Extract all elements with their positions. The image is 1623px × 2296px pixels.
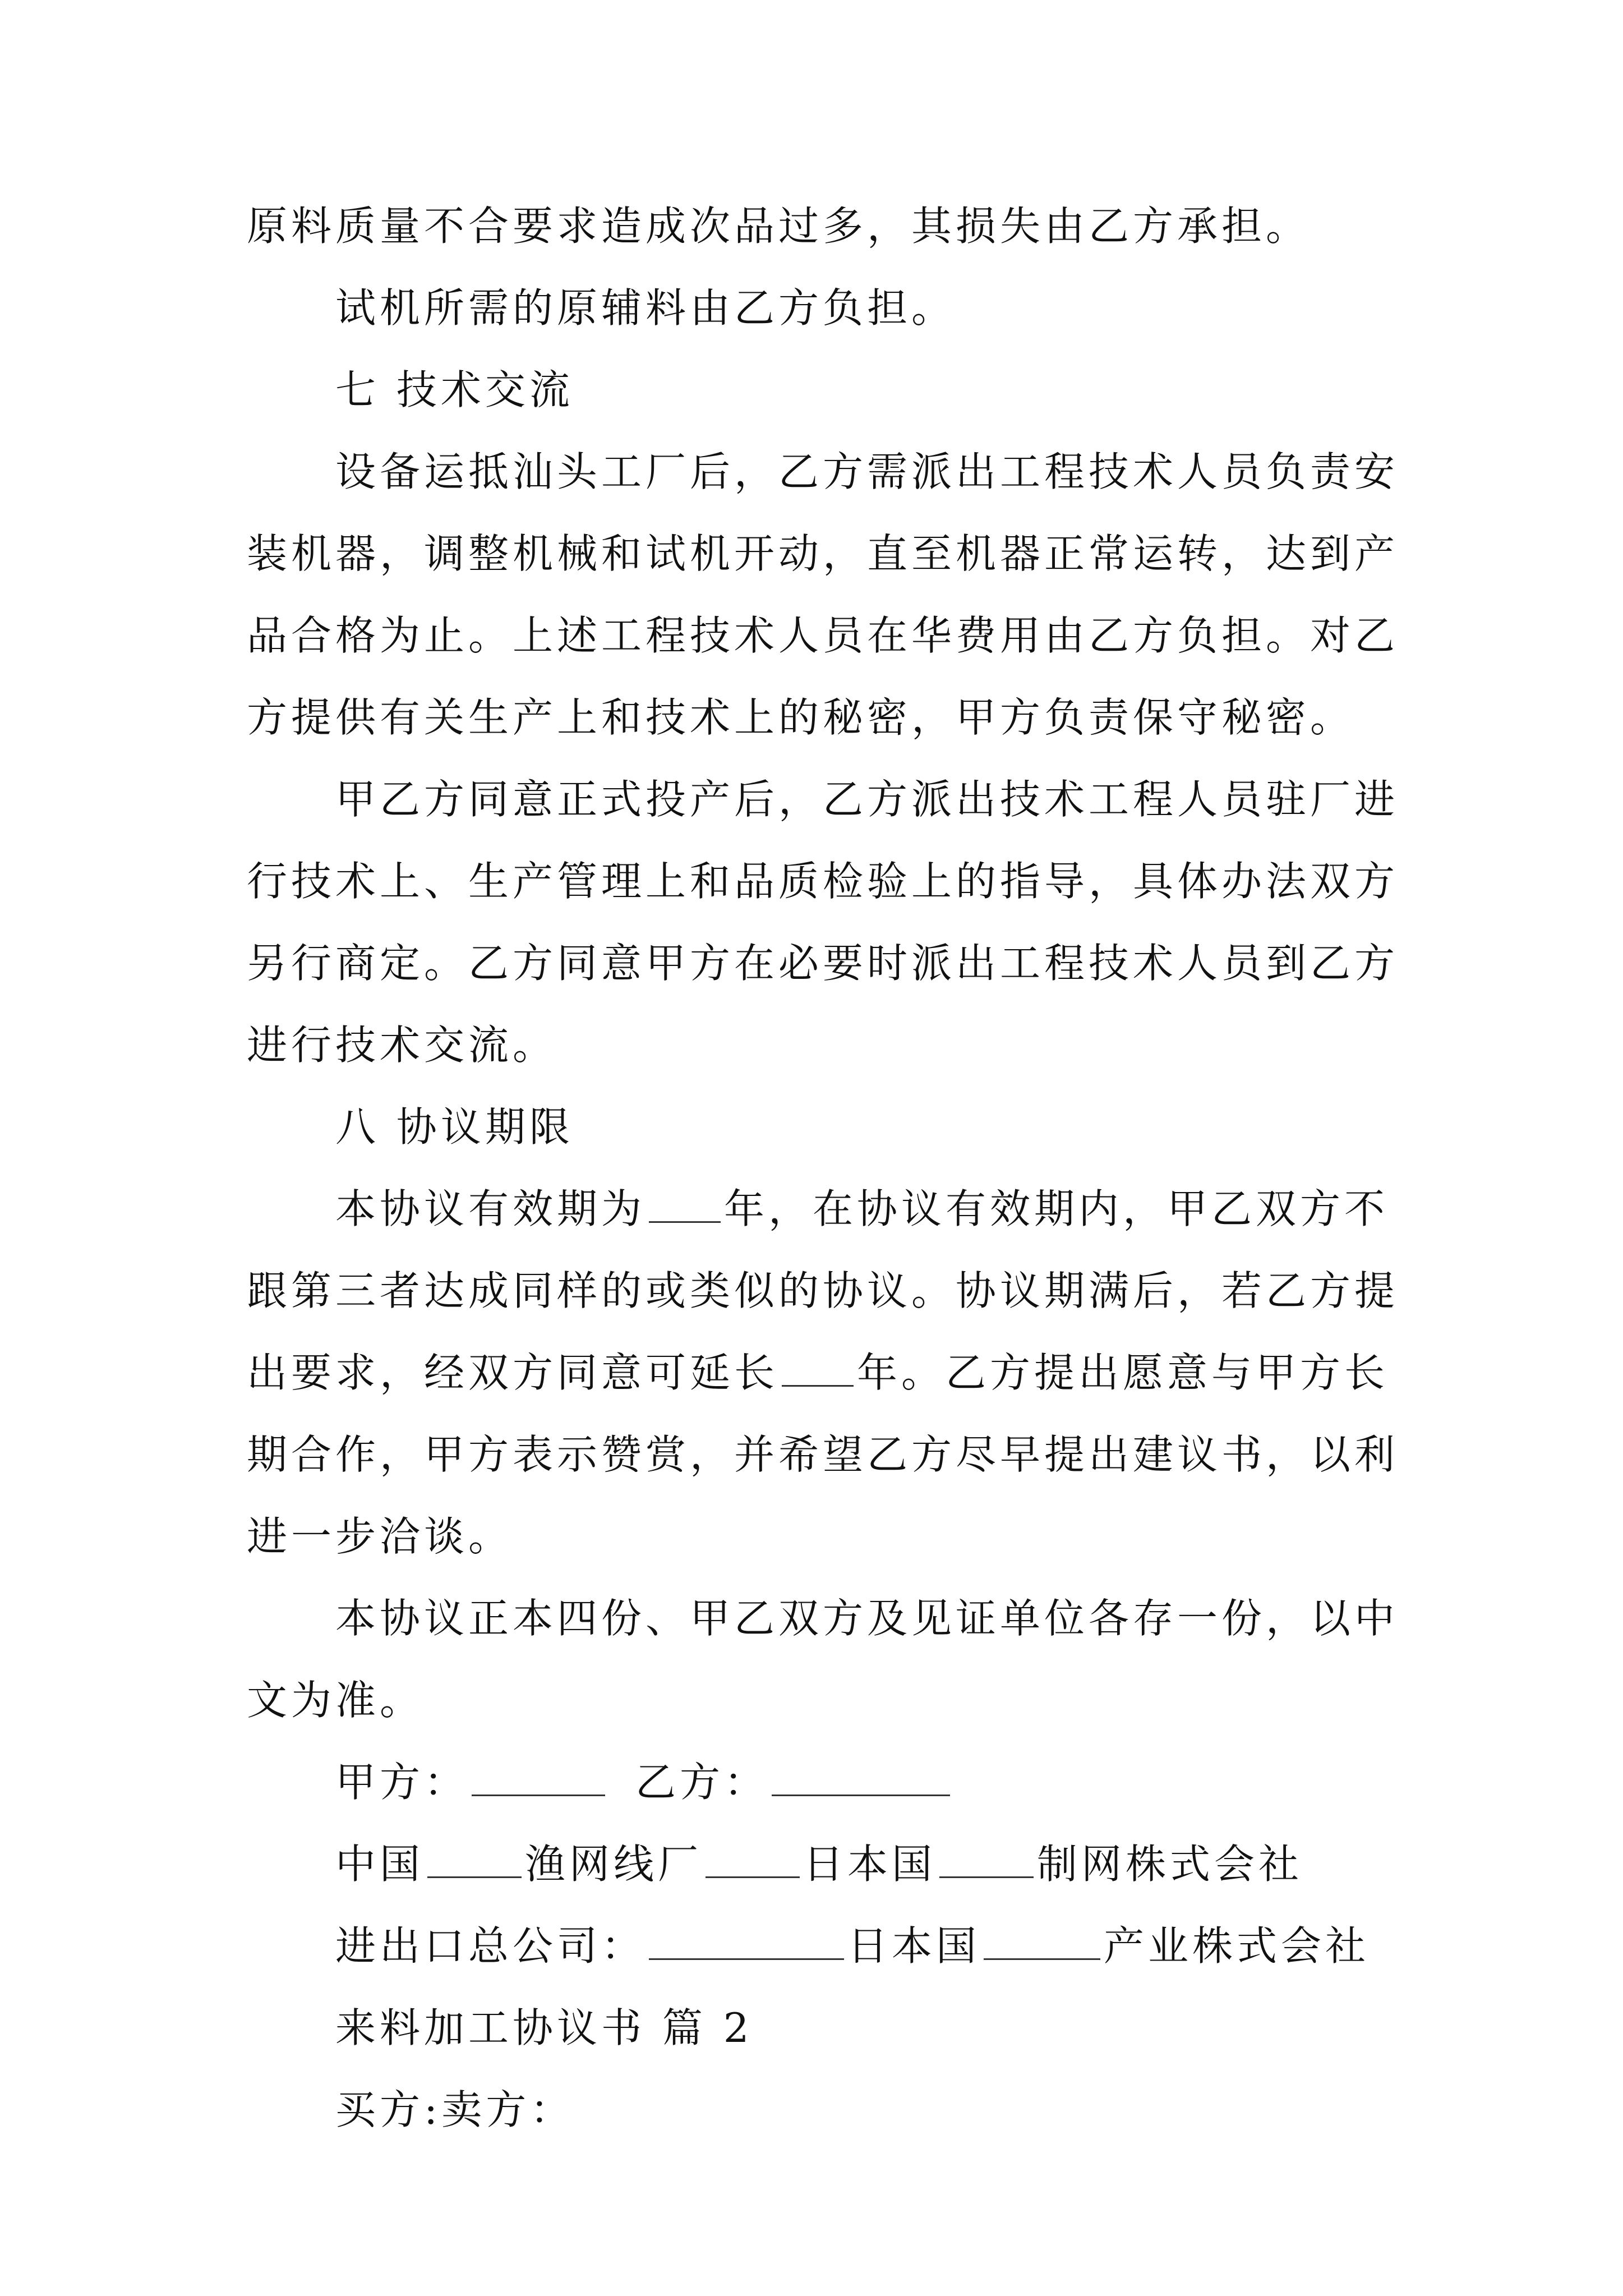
signature-line: [247, 1741, 1380, 1823]
text-segment: 进出口总公司：: [335, 1922, 646, 1970]
text-line: 进行技术交流。: [247, 1022, 557, 1069]
fill-in-blank: [706, 1842, 800, 1878]
text-segment: 日本国: [803, 1841, 937, 1888]
fill-in-blank: [649, 1924, 844, 1960]
text-line: 文为准。: [247, 1677, 425, 1724]
fill-in-blank: [984, 1924, 1100, 1960]
text-line: 设备运抵汕头工厂后，乙方需派出工程技术人员负责安: [335, 448, 1399, 495]
text-line: 甲乙方同意正式投产后，乙方派出技术工程人员驻厂进: [335, 776, 1399, 823]
text-segment: 年，在协议有效期内，甲乙双方不: [724, 1185, 1389, 1232]
fill-in-blank: [472, 1760, 605, 1796]
text-segment: 产业株式会社: [1104, 1922, 1370, 1970]
text-line: 期合作，甲方表示赞赏，并希望乙方尽早提出建议书，以利: [247, 1431, 1399, 1478]
section-heading: 八 协议期限: [335, 1103, 574, 1151]
text-segment: 渔网线厂: [525, 1841, 703, 1888]
text-line: 装机器，调整机械和试机开动，直至机器正常运转，达到产: [247, 530, 1399, 577]
text-line: 进一步洽谈。: [247, 1513, 513, 1560]
text-line: 买方:卖方：: [335, 2086, 575, 2133]
text-segment: 日本国: [847, 1922, 981, 1970]
text-line: 原料质量不合要求造成次品过多，其损失由乙方承担。: [247, 203, 1311, 250]
fill-in-blank: [939, 1842, 1034, 1878]
text-segment: 出要求，经双方同意可延长: [247, 1349, 779, 1396]
party-b-label: 乙方：: [635, 1759, 769, 1806]
fill-in-blank: [772, 1760, 950, 1796]
text-line: 跟第三者达成同样的或类似的协议。协议期满后，若乙方提: [247, 1267, 1399, 1314]
text-line: 方提供有关生产上和技术上的秘密，甲方负责保守秘密。: [247, 694, 1355, 741]
text-line: [247, 1168, 1389, 1250]
fill-in-blank: [427, 1842, 522, 1878]
text-line: 品合格为止。上述工程技术人员在华费用由乙方负担。对乙: [247, 612, 1399, 659]
party-a-label: 甲方：: [335, 1759, 469, 1806]
fill-in-blank: [782, 1350, 854, 1387]
fill-in-blank: [649, 1186, 721, 1223]
document-body: [247, 185, 1399, 2151]
text-segment: 制网株式会社: [1037, 1841, 1303, 1888]
text-line: [247, 1332, 1389, 1414]
text-segment: 年。乙方提出愿意与甲方长: [857, 1349, 1389, 1396]
text-segment: 本协议有效期为: [335, 1185, 646, 1232]
text-line: 本协议正本四份、甲乙双方及见证单位各存一份，以中: [335, 1595, 1399, 1642]
text-line: 行技术上、生产管理上和品质检验上的指导，具体办法双方: [247, 858, 1399, 905]
signature-line: [247, 1905, 1380, 1987]
document-subtitle: 来料加工协议书 篇 2: [335, 2004, 753, 2051]
text-line: 另行商定。乙方同意甲方在必要时派出工程技术人员到乙方: [247, 940, 1399, 987]
text-line: 试机所需的原辅料由乙方负担。: [335, 284, 956, 332]
signature-line: [247, 1823, 1380, 1905]
section-heading: 七 技术交流: [335, 366, 574, 413]
text-segment: 中国: [335, 1841, 425, 1888]
